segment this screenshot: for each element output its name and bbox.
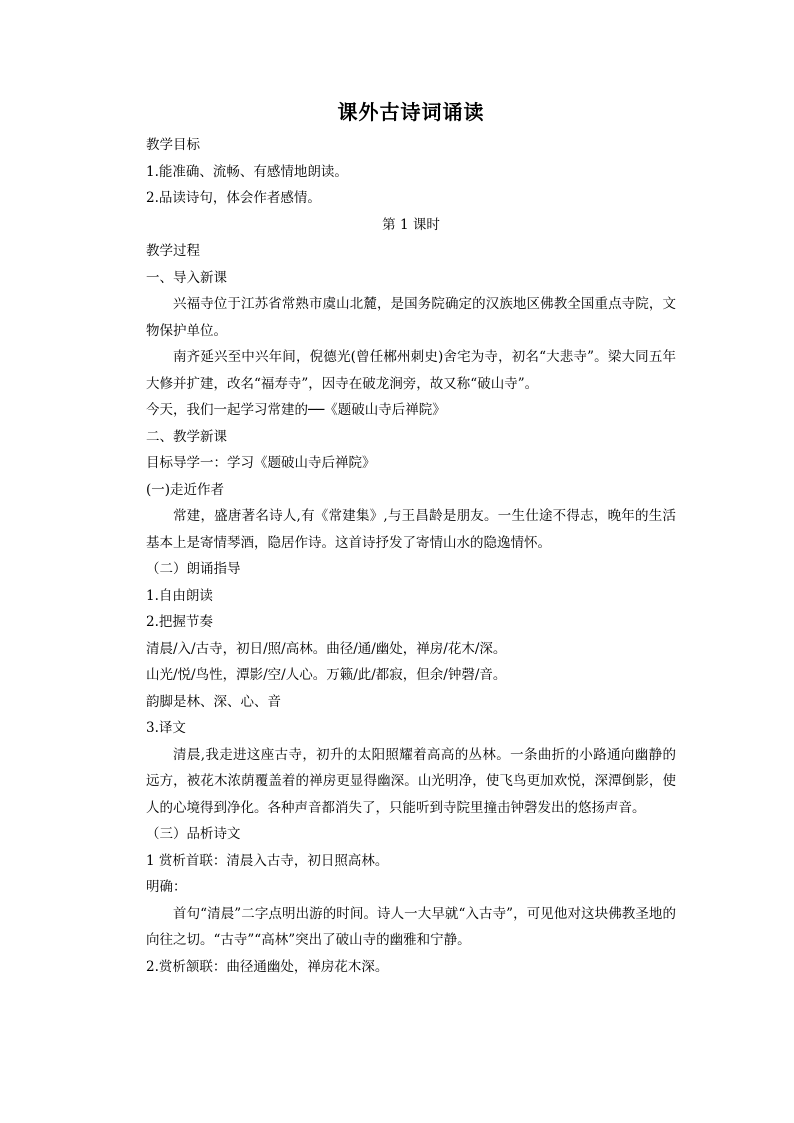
text-line: 2.赏析颔联：曲径通幽处，禅房花木深。 [146, 958, 389, 975]
page-title: 课外古诗词诵读 [337, 100, 485, 124]
paragraph: 南齐延兴至中兴年间，倪德光(曾任郴州刺史)舍宅为寺，初名“大悲寺”。梁大同五年大修并扩建，改名“福寿寺”，因寺在破龙涧旁，故又称“破山寺”。 [146, 349, 676, 392]
text-line: 教学过程 [146, 243, 200, 259]
text-line: 今天，我们一起学习常建的──《题破山寺后禅院》 [146, 402, 446, 418]
text-line: 二、教学新课 [146, 428, 227, 445]
paragraph: 清晨,我走进这座古寺，初升的太阳照耀着高高的丛林。一条曲折的小路通向幽静的远方，被花木浓荫覆盖着的禅房更显得幽深。山光明净，使飞鸟更加欢悦，深潭倒影，使人的心境得到净化。各种声音都消失了，只能听到寺院里撞击钟磬发出的悠扬声音。 [146, 746, 676, 816]
text-line: 清晨/入/古寺，初日/照/高林。曲径/通/幽处，禅房/花木/深。 [146, 640, 507, 657]
lesson-heading: 第 1 课时 [382, 216, 440, 233]
text-line: 1.能准确、流畅、有感情地朗读。 [146, 163, 348, 180]
text-line: 一、导入新课 [146, 269, 227, 286]
text-line: 目标导学一：学习《题破山寺后禅院》 [146, 455, 376, 471]
paragraph: 首句“清晨”二字点明出游的时间。诗人一大早就“入古寺”，可见他对这块佛教圣地的向往之切。“古寺”“高林”突出了破山寺的幽雅和宁静。 [146, 905, 676, 948]
paragraph: 兴福寺位于江苏省常熟市虞山北麓，是国务院确定的汉族地区佛教全国重点寺院，文物保护单位。 [146, 296, 676, 339]
text-line: 2.品读诗句，体会作者感情。 [146, 190, 321, 206]
text-line: 山光/悦/鸟性，潭影/空/人心。万籁/此/都寂，但余/钟磬/音。 [146, 667, 507, 683]
text-line: 韵脚是林、深、心、音 [146, 693, 281, 710]
document-page [146, 98, 676, 980]
document-body [146, 132, 676, 980]
text-line: (一)走近作者 [146, 481, 225, 498]
text-line: 2.把握节奏 [146, 614, 213, 630]
text-line: 教学目标 [146, 137, 200, 153]
text-line: 1.自由朗读 [146, 587, 213, 604]
text-line: 1 赏析首联：清晨入古寺，初日照高林。 [146, 852, 389, 869]
paragraph: 常建，盛唐著名诗人,有《常建集》,与王昌龄是朋友。一生仕途不得志，晚年的生活基本上是寄情琴酒，隐居作诗。这首诗抒发了寄情山水的隐逸情怀。 [146, 508, 676, 551]
text-line: （二）朗诵指导 [146, 561, 241, 577]
text-line: 明确： [146, 879, 187, 895]
text-line: （三）品析诗文 [146, 826, 241, 842]
text-line: 3.译文 [146, 720, 186, 736]
